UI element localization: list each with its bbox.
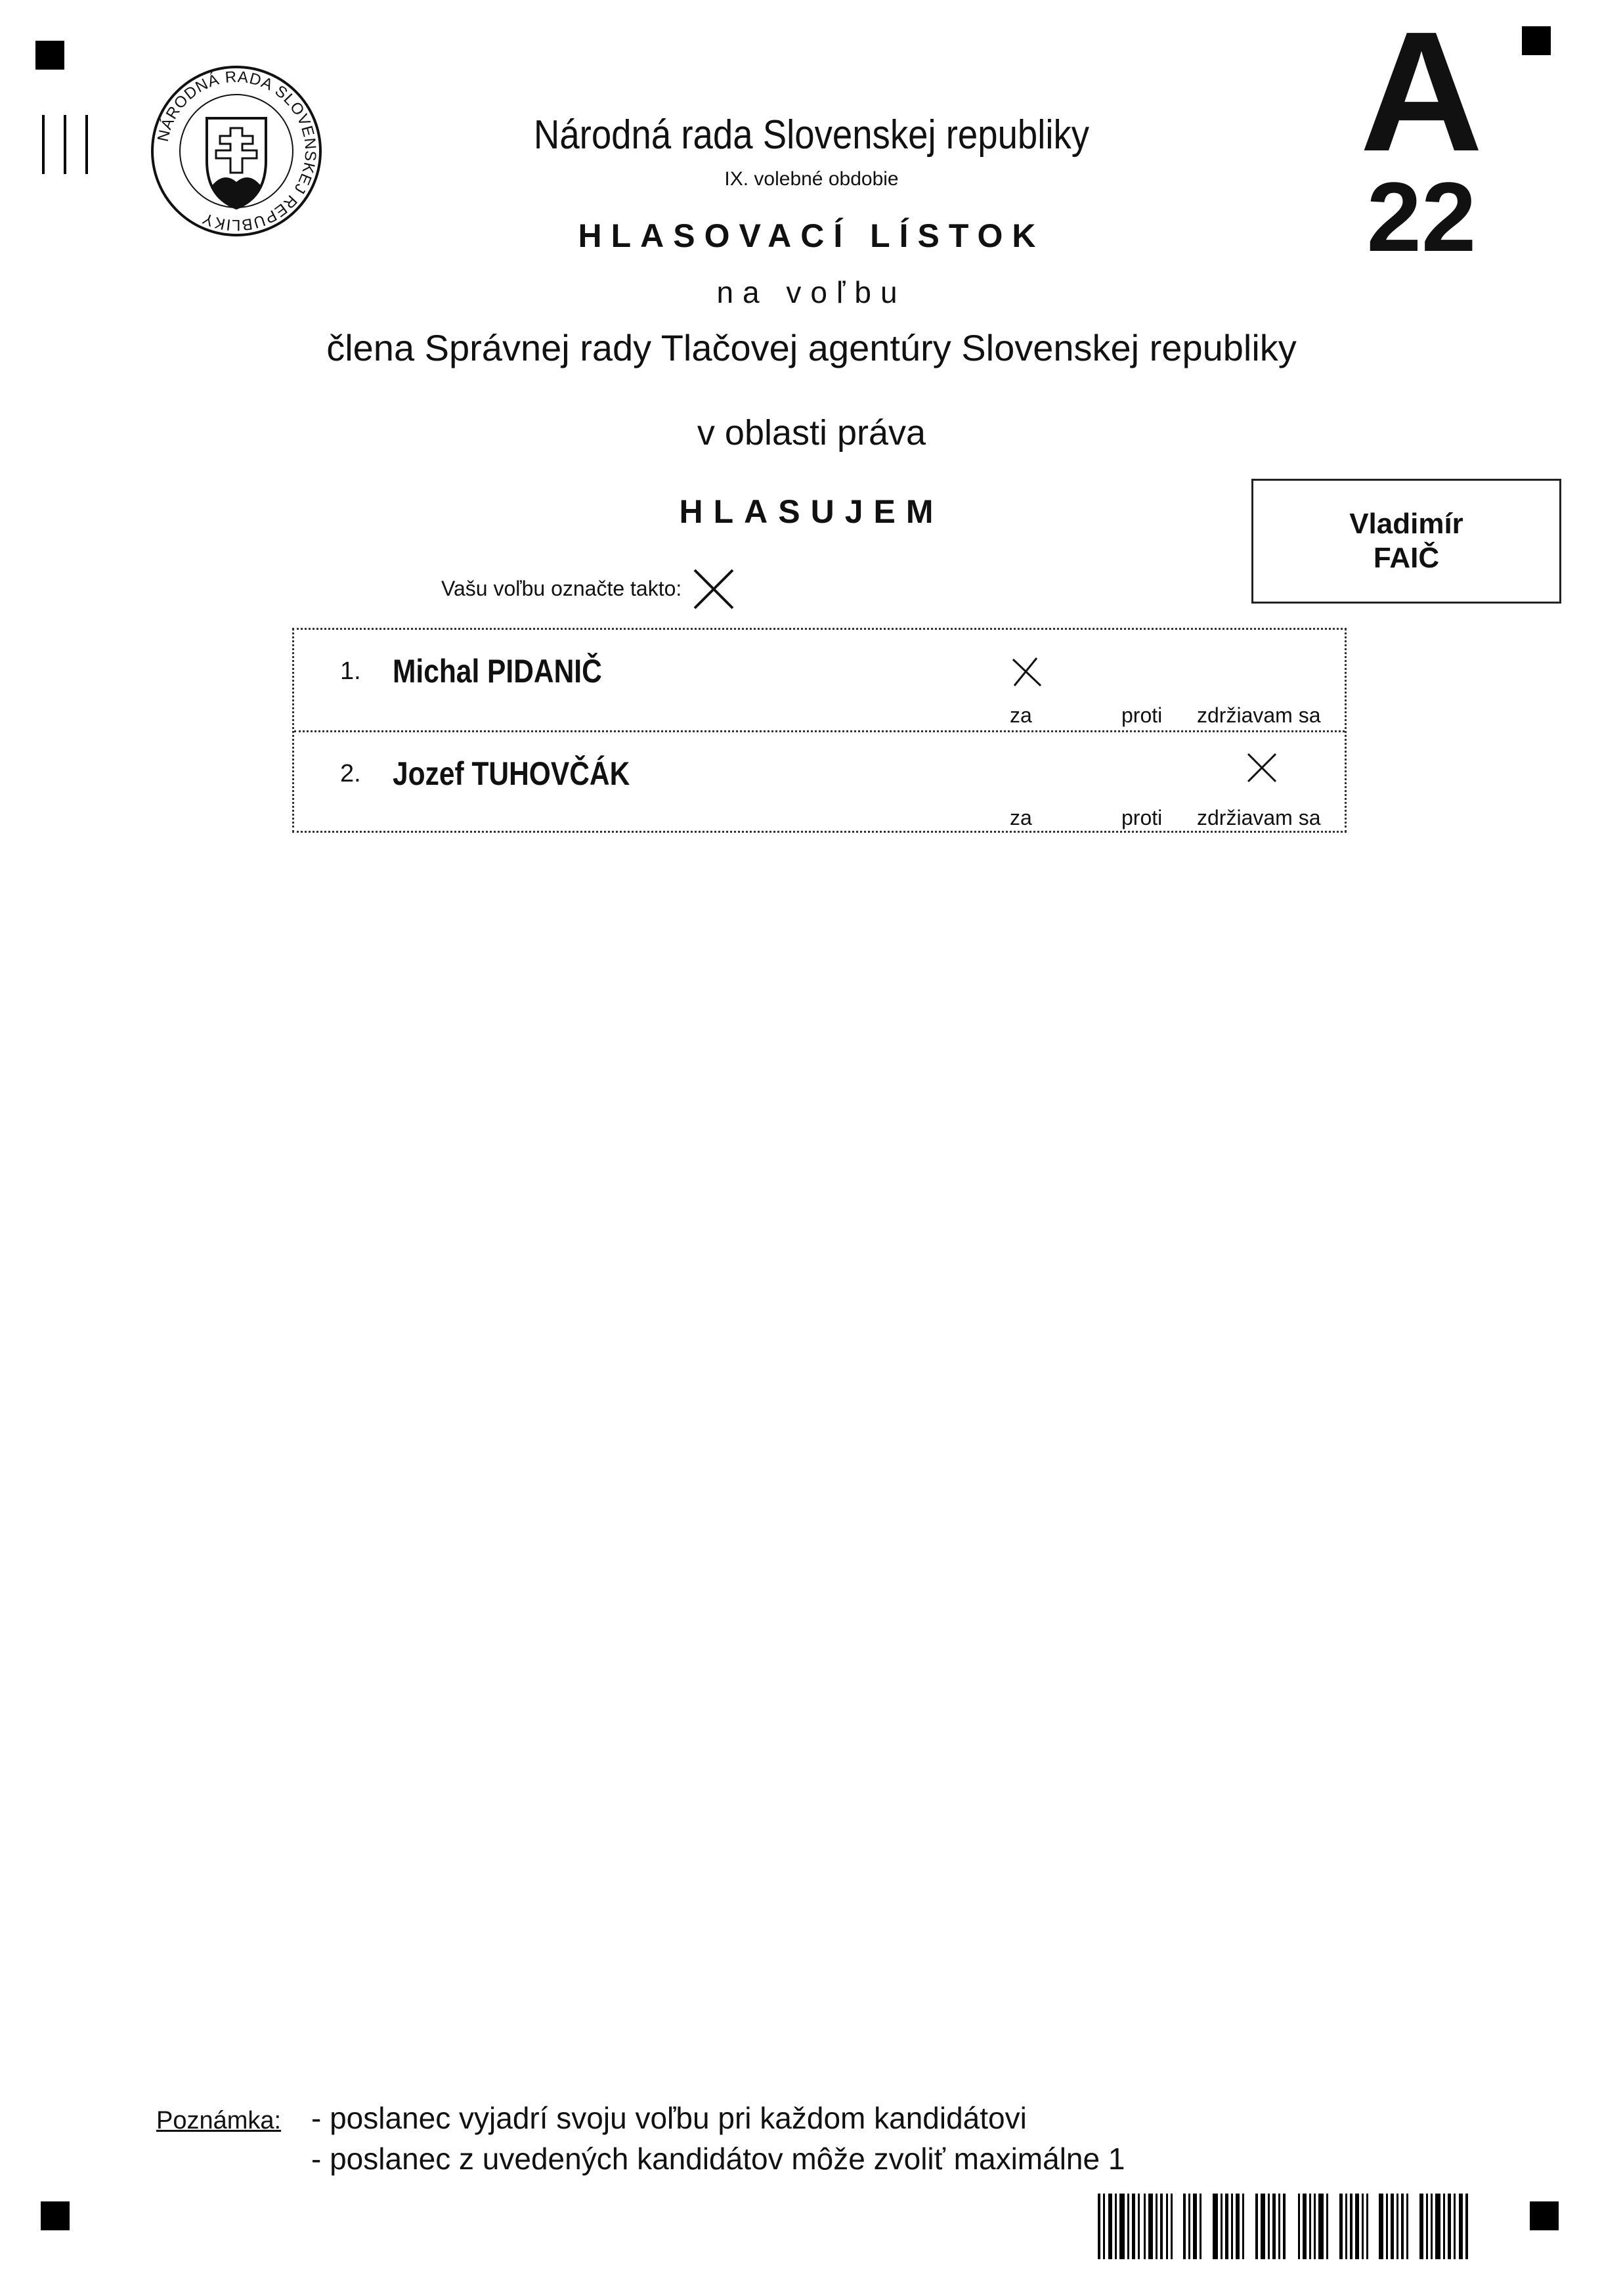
option-for[interactable]: za — [1010, 703, 1032, 727]
voter-last-name: FAIČ — [1373, 542, 1440, 574]
note-line: - poslanec vyjadrí svoju voľbu pri každom kandidátovi — [311, 2101, 1027, 2135]
note-line: - poslanec z uvedených kandidátov môže zvoliť maximálne 1 — [311, 2142, 1125, 2176]
tally-marks — [42, 115, 88, 174]
candidate-row — [294, 630, 1345, 730]
election-subtitle: na voľbu — [716, 275, 907, 309]
vote-cross-icon[interactable] — [1243, 749, 1281, 787]
option-abstain[interactable]: zdržiavam sa — [1197, 806, 1321, 829]
registration-marker-bottom-right — [1530, 2201, 1559, 2230]
ballot-title: HLASOVACÍ LÍSTOK — [578, 217, 1045, 254]
marking-instruction: Vašu voľbu označte takto: — [441, 577, 682, 600]
ballot-number: 22 — [1366, 162, 1477, 272]
barcode — [1098, 2194, 1469, 2259]
ballot-series-letter: A — [1360, 0, 1483, 187]
candidate-name: Michal PIDANIČ — [393, 653, 602, 690]
example-cross-icon — [691, 566, 737, 612]
parliament-name: Národná rada Slovenskej republiky — [533, 112, 1090, 158]
candidate-number: 2. — [340, 760, 361, 787]
candidate-number: 1. — [340, 657, 361, 685]
voter-first-name: Vladimír — [1349, 508, 1463, 540]
candidate-name: Jozef TUHOVČÁK — [393, 755, 630, 792]
election-position: člena Správnej rady Tlačovej agentúry Slovenskej republiky — [326, 327, 1297, 368]
registration-marker-bottom-left — [41, 2201, 70, 2230]
election-area: v oblasti práva — [697, 413, 926, 453]
vote-heading: HLASUJEM — [679, 493, 944, 530]
note-label: Poznámka: — [156, 2107, 282, 2134]
seal-text: NÁRODNÁ RADA SLOVENSKEJ REPUBLIKY — [154, 68, 320, 234]
option-abstain[interactable]: zdržiavam sa — [1197, 703, 1321, 727]
registration-marker-top-left — [35, 41, 64, 70]
option-against[interactable]: proti — [1121, 703, 1163, 727]
candidate-row — [294, 730, 1345, 833]
voter-name-box — [1251, 479, 1561, 604]
option-against[interactable]: proti — [1121, 806, 1163, 829]
option-for[interactable]: za — [1010, 806, 1032, 829]
registration-marker-top-right — [1522, 26, 1551, 55]
vote-cross-icon[interactable] — [1008, 653, 1046, 691]
electoral-term: IX. volebné obdobie — [724, 168, 899, 190]
candidate-list — [292, 628, 1347, 833]
